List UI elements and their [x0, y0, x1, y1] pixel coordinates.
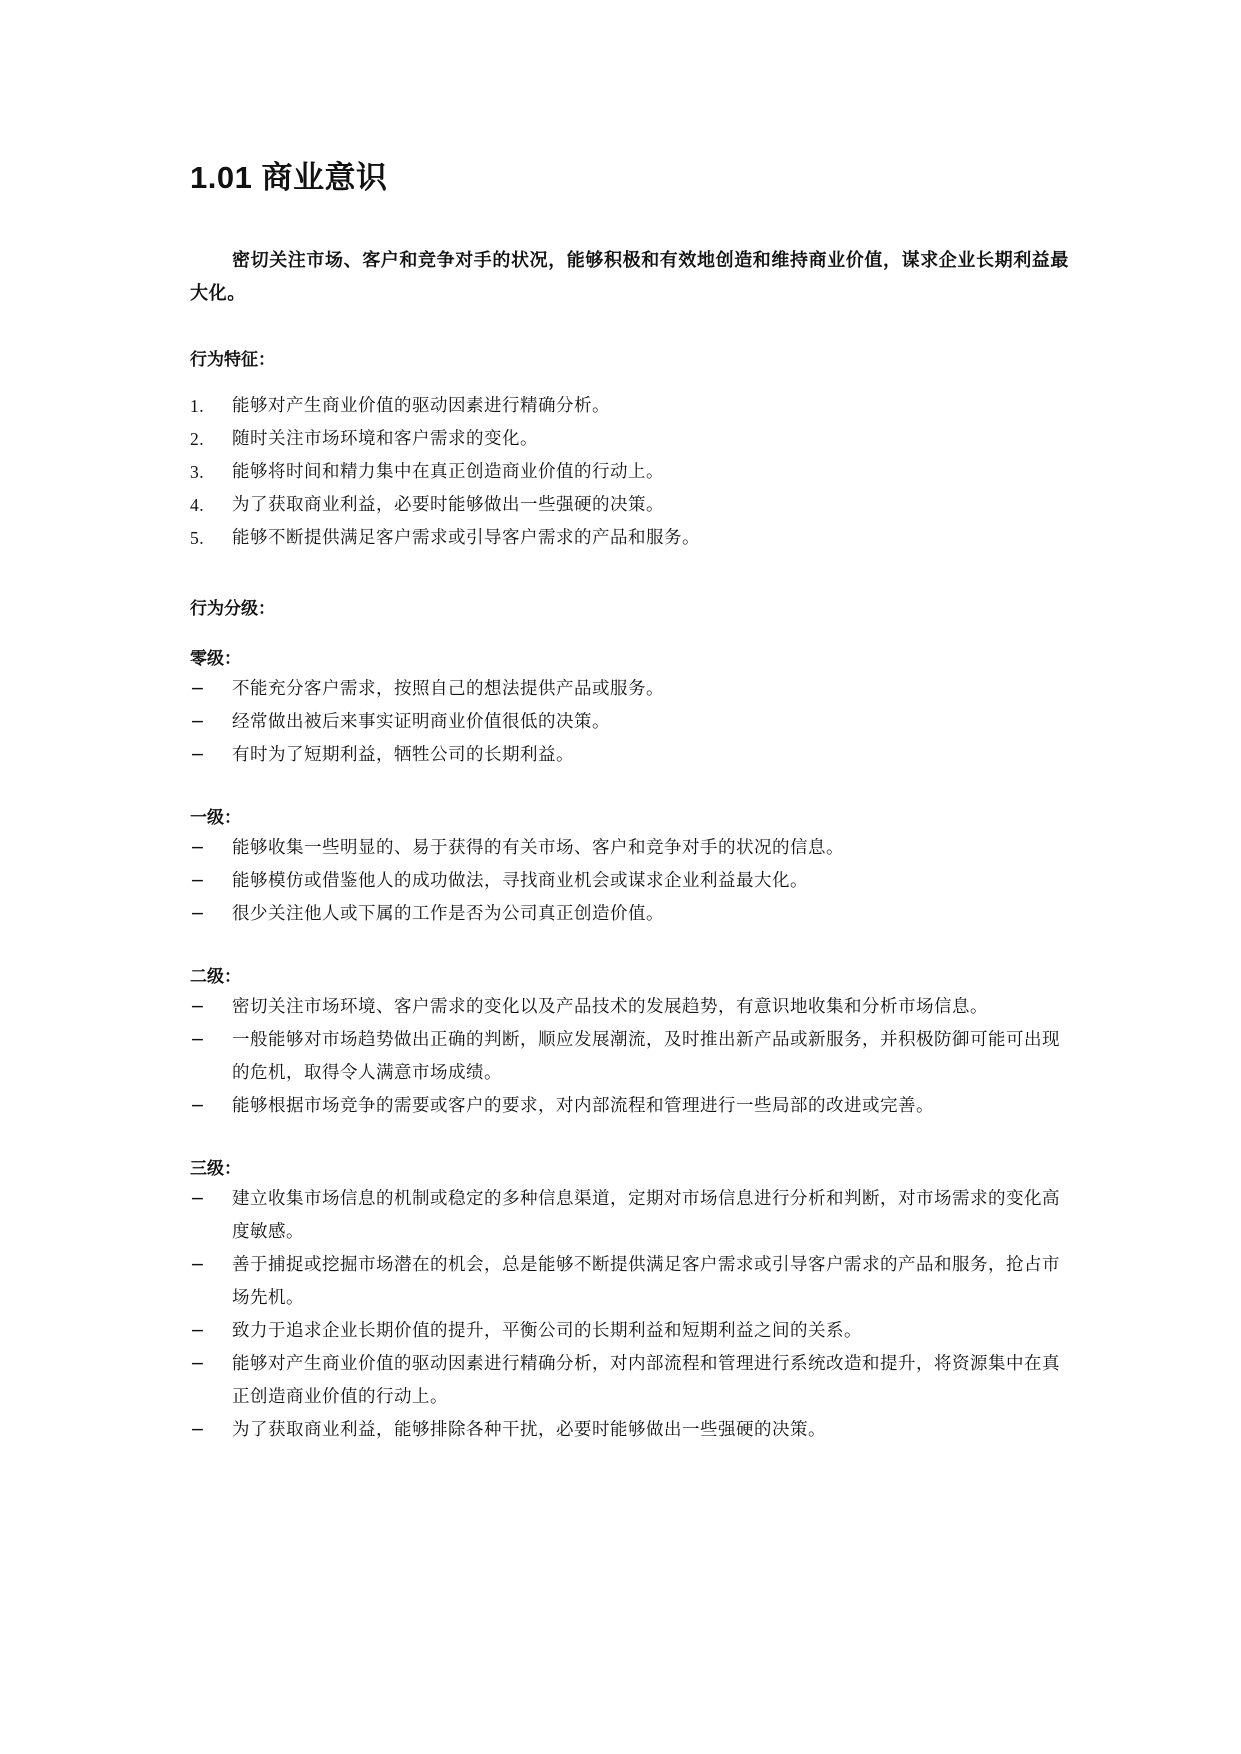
intro-paragraph: 密切关注市场、客户和竞争对手的状况，能够积极和有效地创造和维持商业价值，谋求企业长期利益最大化。 [190, 250, 1069, 304]
feature-text: 能够将时间和精力集中在真正创造商业价值的行动上。 [232, 462, 664, 482]
list-item [190, 1414, 1070, 1447]
level-1-list [190, 832, 1070, 931]
dash-bullet: − [190, 1321, 206, 1341]
dash-bullet: − [190, 838, 206, 858]
list-number: 5. [190, 528, 205, 548]
item-text: 能够收集一些明显的、易于获得的有关市场、客户和竞争对手的状况的信息。 [232, 838, 844, 858]
feature-text: 能够对产生商业价值的驱动因素进行精确分析。 [232, 396, 610, 416]
feature-item [190, 489, 1070, 522]
dash-bullet: − [190, 997, 206, 1017]
feature-text: 能够不断提供满足客户需求或引导客户需求的产品和服务。 [232, 528, 700, 548]
list-item [190, 706, 1070, 739]
dash-bullet: − [190, 904, 206, 924]
level-3-heading: 三级： [190, 1159, 241, 1179]
item-text: 有时为了短期利益，牺牲公司的长期利益。 [232, 745, 574, 765]
document-page [190, 158, 1070, 1447]
dash-bullet: − [190, 1255, 206, 1275]
list-item [190, 865, 1070, 898]
feature-item [190, 423, 1070, 456]
item-text: 能够根据市场竞争的需要或客户的要求，对内部流程和管理进行一些局部的改进或完善。 [232, 1096, 934, 1116]
item-text: 很少关注他人或下属的工作是否为公司真正创造价值。 [232, 904, 664, 924]
item-text: 建立收集市场信息的机制或稳定的多种信息渠道，定期对市场信息进行分析和判断，对市场需求的变化高度敏感。 [232, 1189, 1060, 1242]
list-number: 4. [190, 495, 205, 515]
feature-text: 为了获取商业利益，必要时能够做出一些强硬的决策。 [232, 495, 664, 515]
item-text: 一般能够对市场趋势做出正确的判断，顺应发展潮流，及时推出新产品或新服务，并积极防御可能可出现的危机，取得令人满意市场成绩。 [232, 1030, 1060, 1083]
item-text: 能够对产生商业价值的驱动因素进行精确分析，对内部流程和管理进行系统改造和提升，将资源集中在真正创造商业价值的行动上。 [232, 1354, 1060, 1407]
feature-item [190, 390, 1070, 423]
dash-bullet: − [190, 1420, 206, 1440]
dash-bullet: − [190, 1030, 206, 1050]
levels-heading: 行为分级： [190, 599, 275, 619]
list-item [190, 673, 1070, 706]
item-text: 善于捕捉或挖掘市场潜在的机会，总是能够不断提供满足客户需求或引导客户需求的产品和服务，抢占市场先机。 [232, 1255, 1060, 1308]
item-text: 密切关注市场环境、客户需求的变化以及产品技术的发展趋势，有意识地收集和分析市场信息。 [232, 997, 988, 1017]
dash-bullet: − [190, 871, 206, 891]
level-2-list [190, 991, 1070, 1123]
list-item [190, 991, 1070, 1024]
dash-bullet: − [190, 745, 206, 765]
list-item [190, 1315, 1070, 1348]
dash-bullet: − [190, 679, 206, 699]
list-item [190, 832, 1070, 865]
dash-bullet: − [190, 712, 206, 732]
feature-item [190, 522, 1070, 555]
level-1-heading: 一级： [190, 808, 241, 828]
level-0-list [190, 673, 1070, 772]
item-text: 致力于追求企业长期价值的提升，平衡公司的长期利益和短期利益之间的关系。 [232, 1321, 862, 1341]
item-text: 能够模仿或借鉴他人的成功做法，寻找商业机会或谋求企业利益最大化。 [232, 871, 808, 891]
item-text: 经常做出被后来事实证明商业价值很低的决策。 [232, 712, 610, 732]
level-3-list [190, 1183, 1070, 1447]
list-item [190, 1348, 1070, 1414]
list-number: 2. [190, 429, 205, 449]
list-item [190, 1183, 1070, 1249]
list-number: 1. [190, 396, 205, 416]
list-item [190, 1090, 1070, 1123]
page-title: 1.01 商业意识 [190, 160, 388, 195]
item-text: 不能充分客户需求，按照自己的想法提供产品或服务。 [232, 679, 664, 699]
list-item [190, 1024, 1070, 1090]
list-number: 3. [190, 462, 205, 482]
dash-bullet: − [190, 1189, 206, 1209]
dash-bullet: − [190, 1354, 206, 1374]
list-item [190, 1249, 1070, 1315]
feature-item [190, 456, 1070, 489]
list-item [190, 739, 1070, 772]
level-0-heading: 零级： [190, 649, 241, 669]
level-2-heading: 二级： [190, 967, 241, 987]
list-item [190, 898, 1070, 931]
features-heading: 行为特征： [190, 350, 275, 370]
item-text: 为了获取商业利益，能够排除各种干扰，必要时能够做出一些强硬的决策。 [232, 1420, 826, 1440]
features-list [190, 390, 1070, 555]
feature-text: 随时关注市场环境和客户需求的变化。 [232, 429, 538, 449]
dash-bullet: − [190, 1096, 206, 1116]
